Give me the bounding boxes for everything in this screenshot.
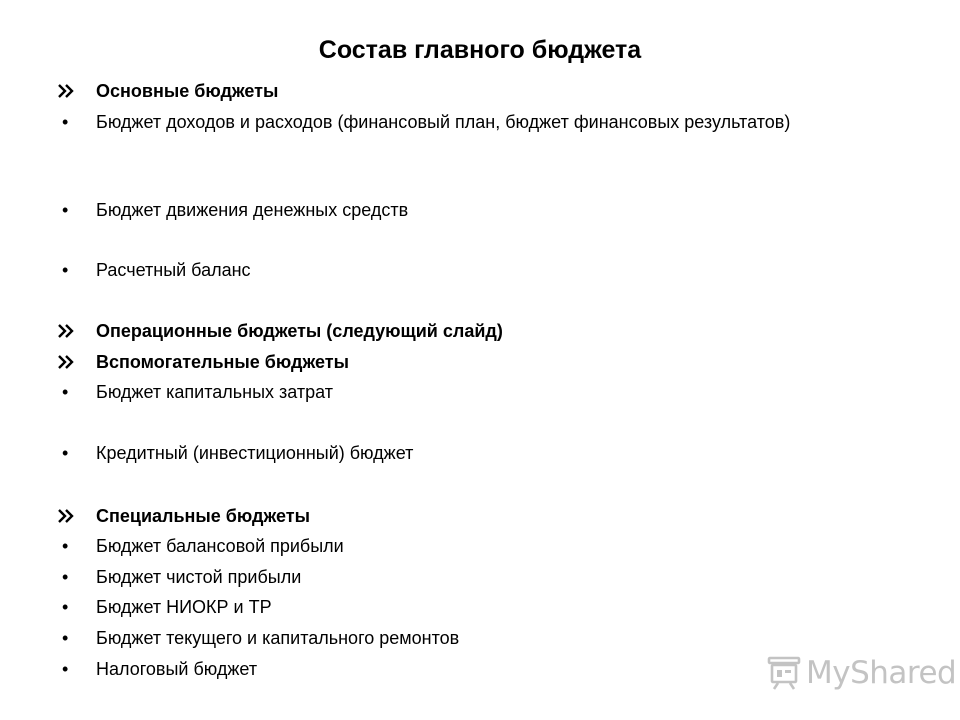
list-item-text: Специальные бюджеты bbox=[96, 506, 310, 526]
bullet-marker: • bbox=[62, 659, 69, 679]
bullet-marker: • bbox=[62, 260, 69, 280]
bullet-marker: • bbox=[62, 443, 69, 463]
bullet-marker: • bbox=[62, 200, 69, 220]
list-item-text: Расчетный баланс bbox=[96, 260, 251, 280]
watermark-text: MyShared bbox=[806, 655, 957, 691]
arrow-bullet-icon bbox=[58, 350, 82, 374]
list-item-text: Бюджет капитальных затрат bbox=[96, 382, 333, 402]
bullet-marker: • bbox=[62, 567, 69, 587]
list-item-text: Бюджет текущего и капитального ремонтов bbox=[96, 628, 460, 648]
list-item-text: Операционные бюджеты (следующий слайд) bbox=[96, 321, 503, 341]
list-item-text: Налоговый бюджет bbox=[96, 659, 258, 679]
list-item-text: Вспомогательные бюджеты bbox=[96, 352, 349, 372]
list-item-text: Бюджет НИОКР и ТР bbox=[96, 597, 272, 617]
myshared-watermark bbox=[766, 653, 957, 693]
arrow-bullet-icon bbox=[58, 504, 82, 528]
list-item-text: Бюджет чистой прибыли bbox=[96, 567, 302, 587]
list-item-text: Бюджет движения денежных средств bbox=[96, 200, 409, 220]
list-item-text: Бюджет доходов и расходов (финансовый план, бюджет финансовых результатов) bbox=[96, 112, 791, 132]
bullet-marker: • bbox=[62, 628, 69, 648]
bullet-marker: • bbox=[62, 597, 69, 617]
arrow-bullet-icon bbox=[58, 79, 82, 103]
presentation-board-icon bbox=[766, 655, 802, 696]
list-item-text: Бюджет балансовой прибыли bbox=[96, 536, 344, 556]
list-item-text: Основные бюджеты bbox=[96, 81, 279, 101]
slide-title: Состав главного бюджета bbox=[318, 36, 642, 64]
bullet-marker: • bbox=[62, 536, 69, 556]
arrow-bullet-icon bbox=[58, 319, 82, 343]
list-item-text: Кредитный (инвестиционный) бюджет bbox=[96, 443, 414, 463]
bullet-marker: • bbox=[62, 382, 69, 402]
bullet-marker: • bbox=[62, 112, 69, 132]
